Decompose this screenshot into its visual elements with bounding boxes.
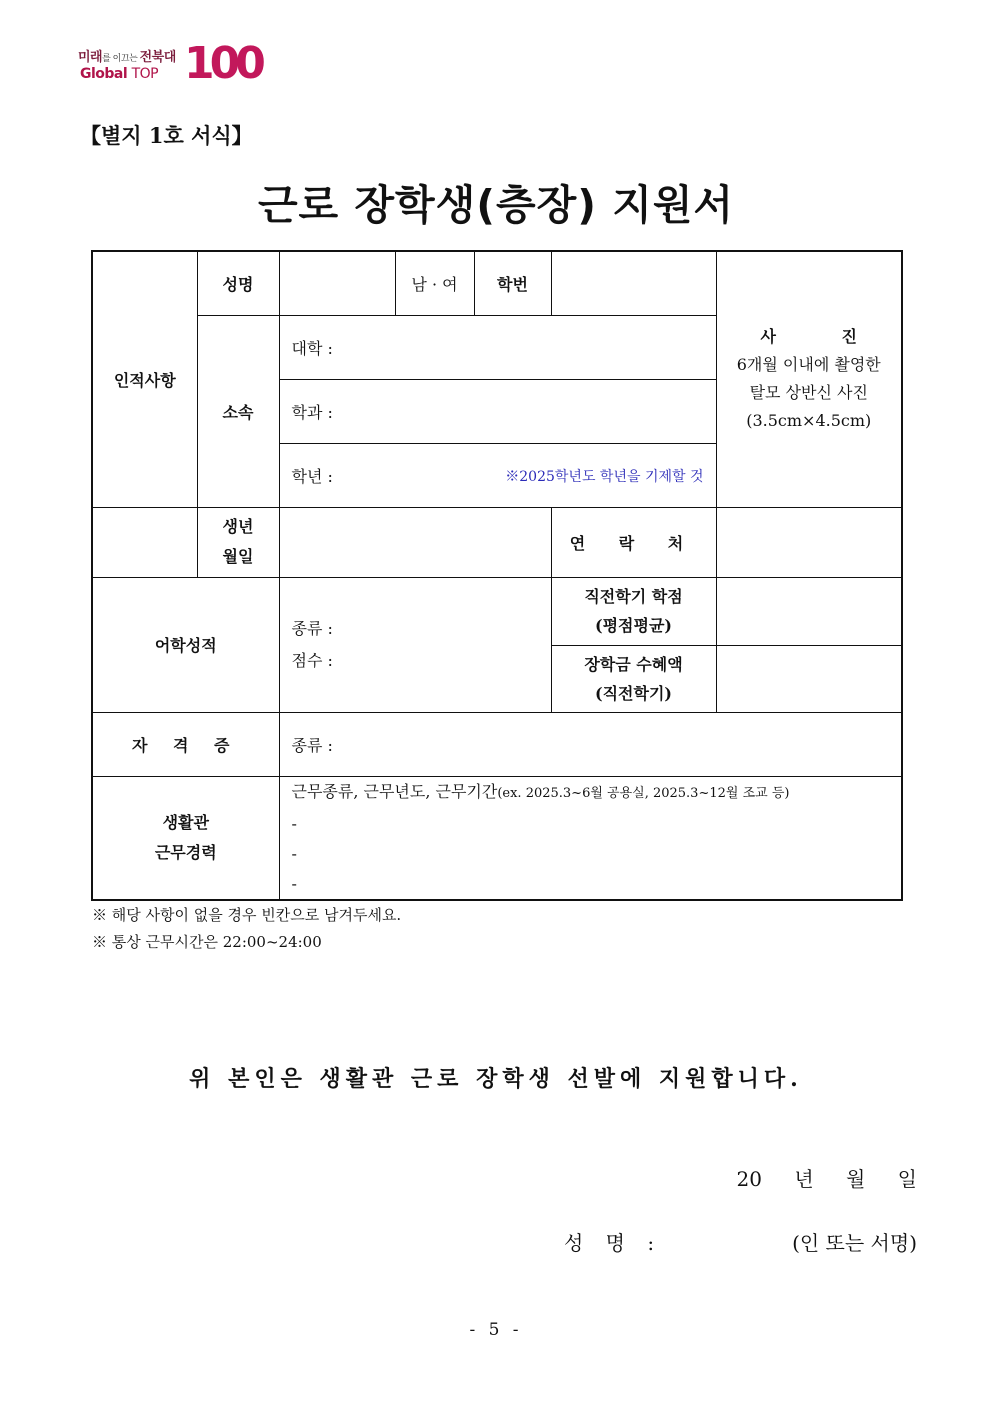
- birthdate-field[interactable]: [279, 507, 551, 577]
- declaration: 위 본인은 생활관 근로 장학생 선발에 지원합니다.: [189, 1066, 803, 1092]
- certificate-field[interactable]: [279, 712, 902, 776]
- photo-title: 사 진: [760, 327, 887, 347]
- work-hint: (ex. 2025.3~6월 공용실, 2025.3~12월 조교 등): [497, 785, 790, 801]
- logo-text-jeonbuk: 전북대: [139, 50, 176, 65]
- photo-size: (3.5cm×4.5cm): [746, 411, 872, 431]
- work-line: -: [291, 843, 297, 863]
- scholarship-label: 장학금 수혜액 (직전학기): [551, 645, 716, 712]
- name-field[interactable]: [279, 251, 395, 315]
- logo-text-mirae: 미래: [78, 50, 103, 65]
- page-title: 근로 장학생(층장) 지원서: [257, 181, 735, 229]
- logo-text-global: Global: [80, 66, 132, 82]
- work-experience-label: 생활관 근무경력: [92, 776, 279, 900]
- note-item: ※ 통상 근무시간은 22:00~24:00: [92, 933, 322, 951]
- student-id-field[interactable]: [551, 251, 716, 315]
- notes: [92, 902, 401, 956]
- signature-note: (인 또는 서명): [792, 1231, 917, 1255]
- grade-note: ※2025학년도 학년을 기제할 것: [505, 468, 704, 485]
- gpa-field[interactable]: [716, 577, 902, 645]
- work-line: -: [291, 813, 297, 833]
- college-field[interactable]: [279, 315, 716, 379]
- photo-instruction-2: 탈모 상반신 사진: [749, 383, 868, 403]
- date-line: 20 년 월 일: [736, 1167, 917, 1191]
- certificate-type-label: 종류 :: [291, 735, 333, 755]
- note-item: ※ 해당 사항이 없을 경우 빈칸으로 남겨두세요.: [92, 906, 402, 924]
- university-logo: [74, 38, 261, 92]
- birthdate-label: 생년 월일: [197, 507, 279, 577]
- form-label: 【별지 1호 서식】: [80, 123, 253, 148]
- work-experience-field[interactable]: [279, 776, 902, 900]
- logo-number: 100: [184, 38, 261, 89]
- application-table: [91, 250, 903, 901]
- contact-field[interactable]: [716, 507, 902, 577]
- department-label: 학과 :: [291, 402, 333, 422]
- work-header: 근무종류, 근무년도, 근무기간(ex. 2025.3~6월 공용실, 2025.3~12월 조교 등): [291, 781, 790, 801]
- page-number: - 5 -: [469, 1320, 523, 1340]
- grade-field[interactable]: [279, 443, 716, 507]
- signature-label: 성 명 :: [563, 1231, 663, 1255]
- gpa-label: 직전학기 학점 (평점평균): [551, 577, 716, 645]
- language-score-value-label: 점수 :: [291, 650, 333, 670]
- affiliation-label: 소속: [197, 315, 279, 507]
- department-field[interactable]: [279, 379, 716, 443]
- language-score-field[interactable]: [279, 577, 551, 712]
- scholarship-field[interactable]: [716, 645, 902, 712]
- certificate-label: 자 격 증: [92, 712, 279, 776]
- personal-section-label: 인적사항: [92, 251, 197, 507]
- gender-select[interactable]: 남 · 여: [395, 251, 474, 315]
- language-score-label: 어학성적: [92, 577, 279, 712]
- student-id-label: 학번: [474, 251, 551, 315]
- name-label: 성명: [197, 251, 279, 315]
- language-type-label: 종류 :: [291, 618, 333, 638]
- grade-label: 학년 :: [291, 466, 333, 486]
- logo-text-top: TOP: [131, 66, 159, 82]
- college-label: 대학 :: [291, 338, 333, 358]
- logo-text-ikkeuneun: 를 이끄는: [102, 54, 140, 64]
- photo-box[interactable]: [716, 251, 902, 507]
- work-line: -: [291, 873, 297, 893]
- contact-label: 연 락 처: [551, 507, 716, 577]
- signature-line: [564, 1227, 917, 1256]
- photo-instruction-1: 6개월 이내에 촬영한: [736, 355, 881, 375]
